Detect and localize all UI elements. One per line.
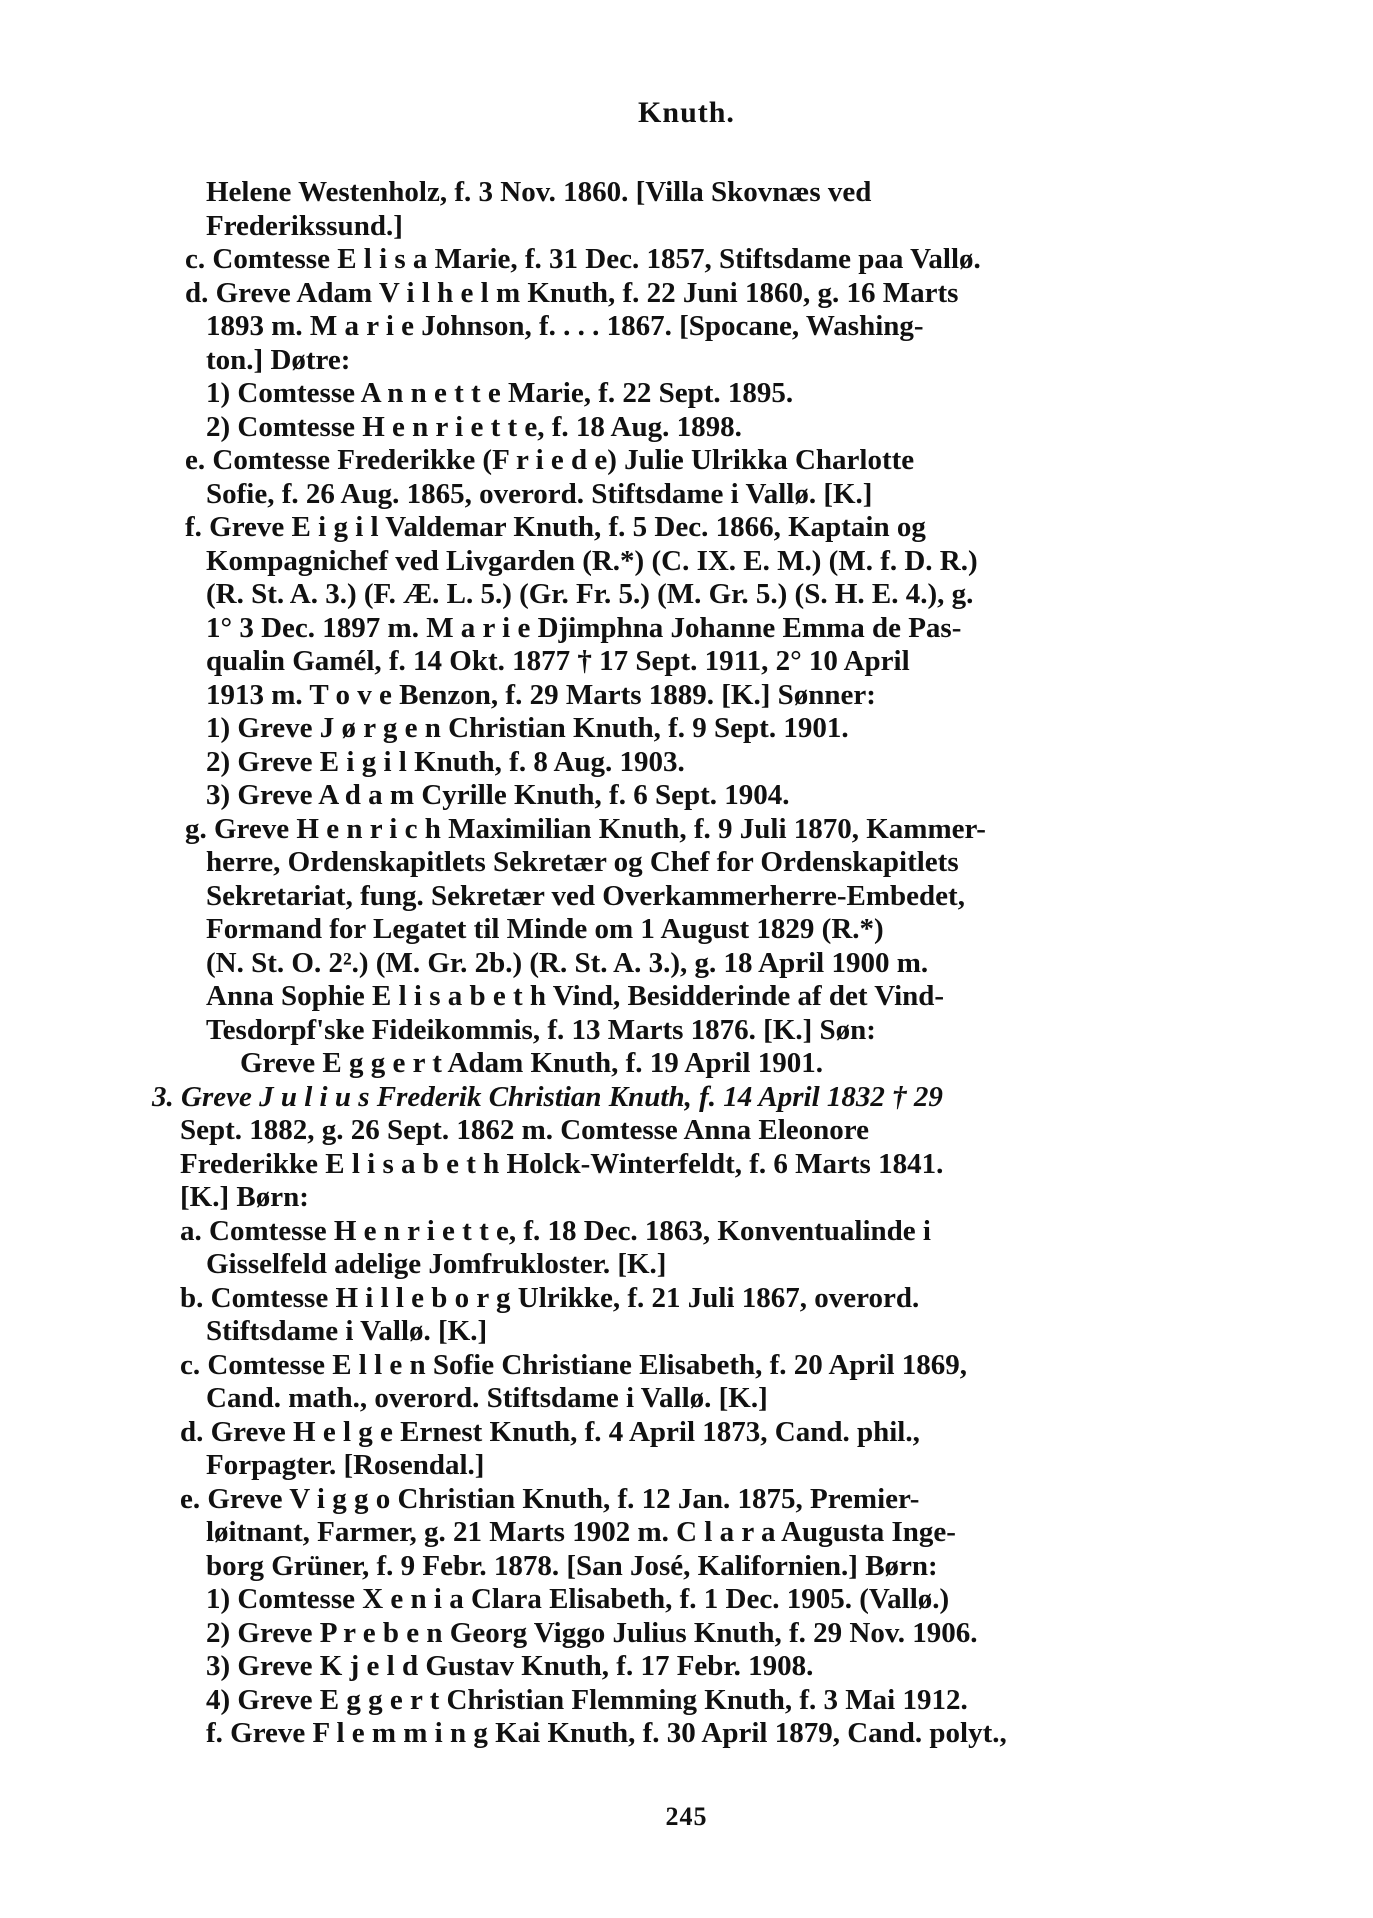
text-line: Forpagter. [Rosendal.]	[206, 1449, 485, 1481]
text-line: Helene Westenholz, f. 3 Nov. 1860. [Villa Skovnæs ved	[206, 176, 872, 208]
text-line: a. Comtesse H e n r i e t t e, f. 18 Dec. 1863, Konventualinde i	[180, 1214, 931, 1247]
text-line: 4) Greve E g g e r t Christian Flemming Knuth, f. 3 Mai 1912.	[206, 1683, 968, 1716]
text-line: e. Comtesse Frederikke (F r i e d e) Julie Ulrikka Charlotte	[185, 444, 915, 476]
text-line: qualin Gamél, f. 14 Okt. 1877 † 17 Sept. 1911, 2° 10 April	[206, 645, 910, 677]
text-line: borg Grüner, f. 9 Febr. 1878. [San José, Kalifornien.] Børn:	[206, 1549, 938, 1582]
text-line: Cand. math., overord. Stiftsdame i Vallø. [K.]	[206, 1382, 768, 1414]
page-number: 245	[665, 1802, 708, 1831]
text-line: c. Comtesse E l l e n Sofie Christiane Elisabeth, f. 20 April 1869,	[180, 1348, 968, 1381]
text-line: 1893 m. M a r i e Johnson, f. . . . 1867. [Spocane, Washing-	[206, 310, 924, 342]
running-header: Knuth.	[638, 96, 735, 129]
text-line: Stiftsdame i Vallø. [K.]	[206, 1315, 488, 1347]
text-line: f. Greve F l e m m i n g Kai Knuth, f. 30 April 1879, Cand. polyt.,	[206, 1717, 1007, 1749]
text-line: e. Greve V i g g o Christian Knuth, f. 12 Jan. 1875, Premier-	[180, 1482, 920, 1515]
text-line: g. Greve H e n r i c h Maximilian Knuth, f. 9 Juli 1870, Kammer-	[185, 812, 986, 845]
text-line: (N. St. O. 2².) (M. Gr. 2b.) (R. St. A. 3.), g. 18 April 1900 m.	[206, 946, 929, 979]
text-line: 1° 3 Dec. 1897 m. M a r i e Djimphna Johanne Emma de Pas-	[206, 611, 962, 644]
text-line: herre, Ordenskapitlets Sekretær og Chef for Ordenskapitlets	[206, 846, 959, 878]
text-line: 2) Comtesse H e n r i e t t e, f. 18 Aug. 1898.	[206, 410, 742, 443]
text-line: 2) Greve E i g i l Knuth, f. 8 Aug. 1903.	[206, 745, 685, 778]
text-line: 1) Comtesse A n n e t t e Marie, f. 22 Sept. 1895.	[206, 377, 794, 409]
text-line: ton.] Døtre:	[206, 343, 351, 376]
text-line: [K.] Børn:	[180, 1181, 309, 1213]
text-line: Frederikke E l i s a b e t h Holck-Winterfeldt, f. 6 Marts 1841.	[180, 1147, 944, 1180]
text-line: Kompagnichef ved Livgarden (R.*) (C. IX. E. M.) (M. f. D. R.)	[206, 544, 978, 577]
text-line: Gisselfeld adelige Jomfrukloster. [K.]	[206, 1248, 667, 1280]
text-line: d. Greve Adam V i l h e l m Knuth, f. 22 Juni 1860, g. 16 Marts	[185, 276, 959, 309]
text-line: Sekretariat, fung. Sekretær ved Overkammerherre-Embedet,	[206, 879, 965, 912]
text-line: d. Greve H e l g e Ernest Knuth, f. 4 April 1873, Cand. phil.,	[180, 1415, 920, 1448]
text-line: 3) Greve A d a m Cyrille Knuth, f. 6 Sept. 1904.	[206, 779, 790, 811]
text-line: Frederikssund.]	[206, 209, 403, 242]
text-line: Greve E g g e r t Adam Knuth, f. 19 April 1901.	[240, 1047, 823, 1079]
text-line: Anna Sophie E l i s a b e t h Vind, Besidderinde af det Vind-	[206, 980, 945, 1012]
text-line: Sept. 1882, g. 26 Sept. 1862 m. Comtesse Anna Eleonore	[180, 1114, 870, 1146]
text-line: c. Comtesse E l i s a Marie, f. 31 Dec. 1857, Stiftsdame paa Vallø.	[185, 243, 981, 275]
text-line: Tesdorpf'ske Fideikommis, f. 13 Marts 1876. [K.] Søn:	[206, 1013, 876, 1046]
text-line: 3. Greve J u l i u s Frederik Christian Knuth, f. 14 April 1832 † 29	[152, 1080, 943, 1113]
text-line: løitnant, Farmer, g. 21 Marts 1902 m. C l a r a Augusta Inge-	[206, 1516, 956, 1548]
text-line: 1) Comtesse X e n i a Clara Elisabeth, f. 1 Dec. 1905. (Vallø.)	[206, 1583, 950, 1615]
text-line: 2) Greve P r e b e n Georg Viggo Julius Knuth, f. 29 Nov. 1906.	[206, 1616, 978, 1649]
text-line: Sofie, f. 26 Aug. 1865, overord. Stiftsdame i Vallø. [K.]	[206, 477, 873, 510]
text-line: Formand for Legatet til Minde om 1 August 1829 (R.*)	[206, 913, 884, 945]
text-line: 1) Greve J ø r g e n Christian Knuth, f. 9 Sept. 1901.	[206, 712, 849, 744]
text-line: (R. St. A. 3.) (F. Æ. L. 5.) (Gr. Fr. 5.) (M. Gr. 5.) (S. H. E. 4.), g.	[206, 578, 974, 610]
text-line: 3) Greve K j e l d Gustav Knuth, f. 17 Febr. 1908.	[206, 1650, 814, 1682]
text-line: f. Greve E i g i l Valdemar Knuth, f. 5 Dec. 1866, Kaptain og	[185, 511, 926, 543]
text-line: 1913 m. T o v e Benzon, f. 29 Marts 1889. [K.] Sønner:	[206, 678, 876, 711]
text-line: b. Comtesse H i l l e b o r g Ulrikke, f. 21 Juli 1867, overord.	[180, 1281, 920, 1314]
